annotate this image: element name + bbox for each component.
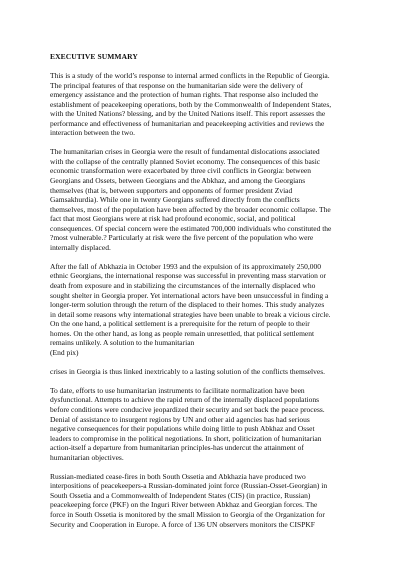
text-line: longer-term solution through the return of the displaced to their homes. This study analyzes [50,300,325,310]
text-line: performance and effectiveness of humanitarian and peacekeeping activities and reviews the [50,118,325,128]
text-line: force in South Ossetia is monitored by the small Mission to Georgia of the Organization for [50,509,325,519]
text-line: Russian-mediated cease-fires in both South Ossetia and Abkhazia have produced two [50,471,306,481]
section-heading: EXECUTIVE SUMMARY [50,52,138,61]
text-line: establishment of peacekeeping operations, both by the Commonwealth of Independent States, [50,99,332,109]
text-line: remains unlikely. A solution to the humanitarian [50,338,195,348]
text-line: interpositions of peacekeepers-a Russian-dominated joint force (Russian-Osset-Georgian) in [50,481,328,491]
text-line: dysfunctional. Attempts to achieve the rapid return of the internally displaced populations [50,395,320,405]
text-line: homes. On the other hand, as long as people remain unresettled, that political settlement [50,328,315,338]
text-line: economic transformation were exacerbated by three civil conflicts in Georgia: between [50,166,312,176]
text-line: crises in Georgia is thus linked inextricably to a lasting solution of the conflicts themselves. [50,366,326,376]
text-line: negative consequences for their populations while doing little to push Abkhaz and Osset [50,424,315,434]
text-line: themselves, most of the population have been affected by the broader economic collapse. The [50,204,331,214]
paragraph [50,147,386,252]
text-line: in detail some reasons why international strategies have been unable to break a vicious circle. [50,309,331,319]
text-line: sought shelter in Georgia proper. Yet international actors have been unsuccessful in finding a [50,290,329,300]
text-line: Gamsakhurdia). While one in twenty Georgians suffered directly from the conflicts [50,195,300,205]
text-line: with the collapse of the centrally planned Soviet economy. The consequences of this basic [50,156,321,166]
paragraphs-container [50,71,386,529]
text-line: internally displaced. [50,242,111,252]
text-line: Georgians and Ossets, between Georgians and the Abkhaz, and among the Georgians [50,176,306,186]
text-line: Security and Cooperation in Europe. A force of 136 UN observers monitors the CISPKF [50,519,315,529]
text-line: consequences. Of special concern were the estimated 700,000 individuals who constituted the [50,223,332,233]
text-line: (End pix) [50,347,79,357]
text-line: leaders to compromise in the political negotiations. In short, politicization of humanitarian [50,433,322,443]
text-line: interaction between the two. [50,128,135,138]
paragraph [50,367,386,377]
text-line: Denial of assistance to insurgent regions by UN and other aid agencies has had serious [50,414,310,424]
document-page [50,52,386,539]
text-line: ?most vulnerable.? Particularly at risk were the five percent of the population who were [50,233,314,243]
text-line: emergency assistance and the protection of human rights. That response also included the [50,90,319,100]
text-line: This is a study of the world’s response to internal armed conflicts in the Republic of Georgia. [50,71,330,81]
paragraph [50,71,386,138]
text-line: ethnic Georgians, the international response was successful in preventing mass starvation or [50,271,327,281]
text-line: peacekeeping force (PKF) on the Inguri River between Abkhaz and Georgian forces. The [50,500,318,510]
paragraph [50,262,386,357]
text-line: To date, efforts to use humanitarian instruments to facilitate normalization have been [50,385,305,395]
text-line: humanitarian objectives. [50,452,124,462]
text-line: The humanitarian crises in Georgia were the result of fundamental dislocations associated [50,147,320,157]
text-line: On the one hand, a political settlement is a prerequisite for the return of people to their [50,319,310,329]
text-line: After the fall of Abkhazia in October 1993 and the expulsion of its approximately 250,000 [50,261,321,271]
text-line: action-itself a departure from humanitarian principles-has undercut the attainment of [50,443,304,453]
text-line: South Ossetia and a Commonwealth of Independent States (CIS) (in practice, Russian) [50,490,311,500]
text-line: with the United Nations? blessing, and by the United Nations itself. This report assesses the [50,109,326,119]
text-line: before conditions were conducive jeopardized their security and set back the peace process. [50,405,325,414]
paragraph [50,386,386,462]
paragraph [50,472,386,529]
text-line: themselves (that is, between supporters and opponents of former president Zviad [50,185,293,195]
text-line: death from exposure and in stabilizing the circumstances of the internally displaced who [50,280,316,290]
text-line: The principal features of that response on the humanitarian side were the delivery of [50,80,304,90]
text-line: fact that most Georgians were at risk had profound economic, social, and political [50,214,296,224]
